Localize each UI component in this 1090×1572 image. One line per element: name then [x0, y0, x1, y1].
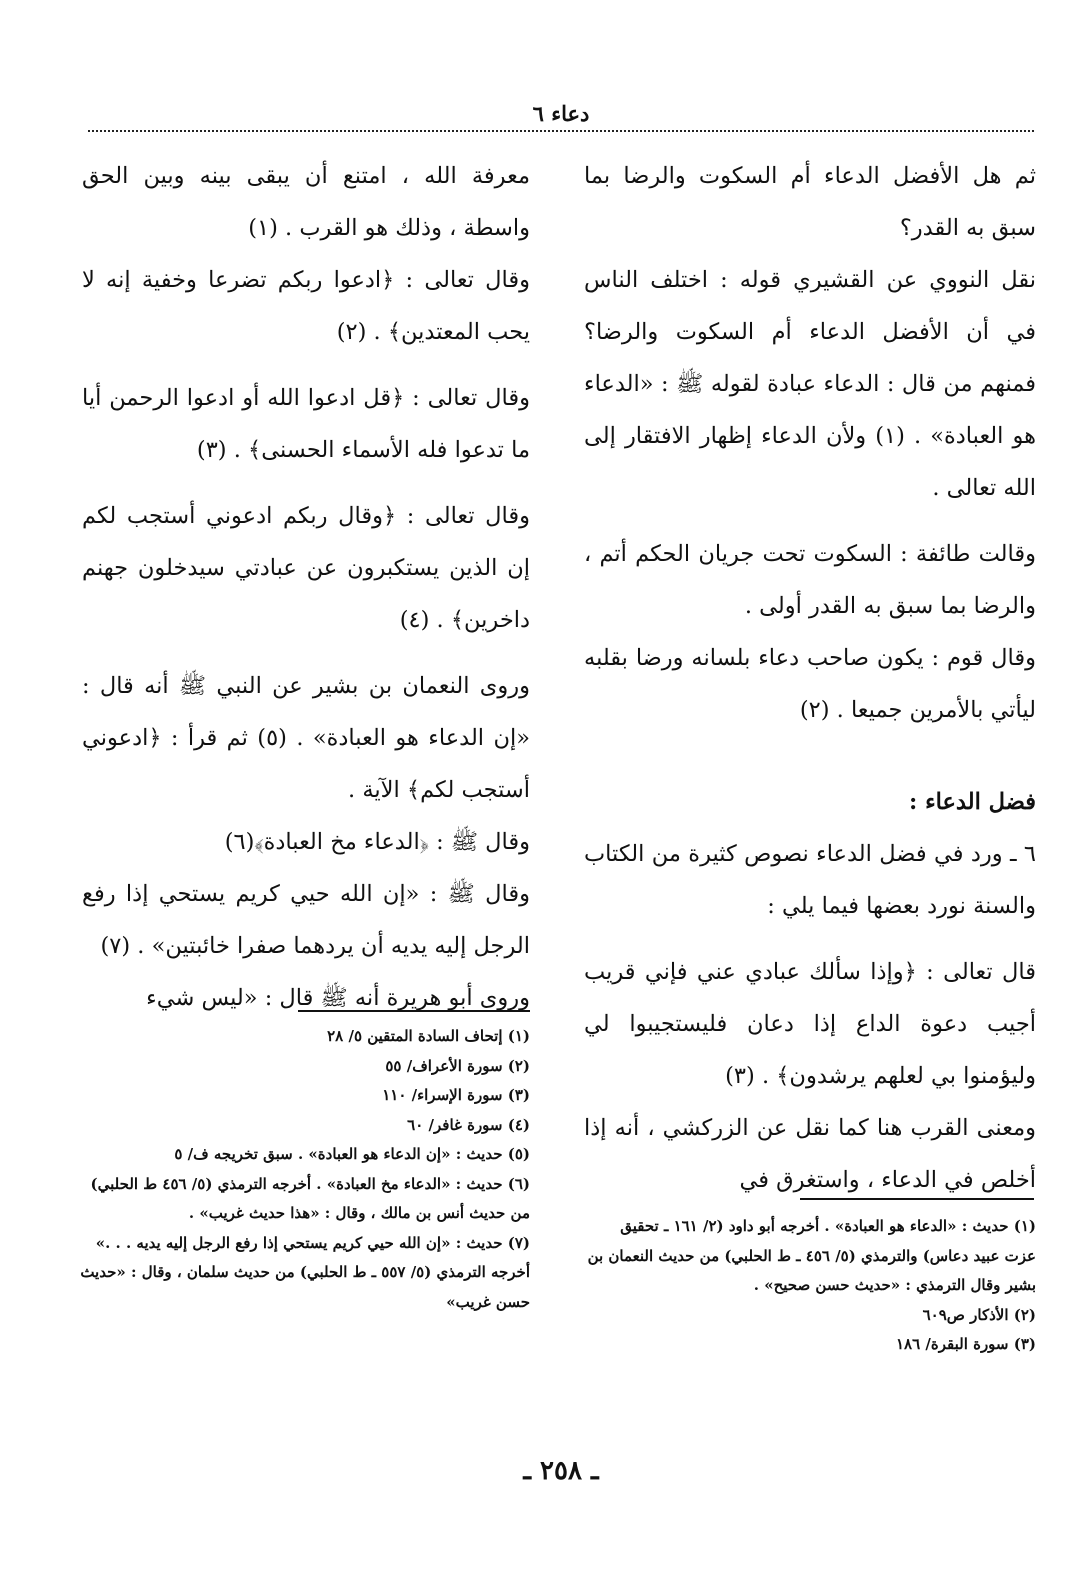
paragraph: وقال ﷺ : «إن الله حيي كريم يستحي إذا رفع الرجل إليه يديه أن يردهما صفرا خائبتين» . (٧): [82, 881, 530, 959]
paragraph: وقالت طائفة : السكوت تحت جريان الحكم أتم ، والرضا بما سبق به القدر أولى .: [584, 541, 1036, 619]
paragraph: معرفة الله ، امتنع أن يبقى بينه وبين الحق واسطة ، وذلك هو القرب . (١): [82, 163, 530, 241]
footnotes-right: [584, 1212, 1036, 1360]
footnote: (٦) حديث : «الدعاء مخ العبادة» . أخرجه الترمذي (٥/ ٤٥٦ ط الحلبي) من حديث أنس بن مالك ، وقال : «هذا حديث غريب» .: [90, 1174, 530, 1222]
paragraph: وقال ﷺ : ﴿الدعاء مخ العبادة﴾(٦): [224, 829, 530, 855]
paragraph: وقال قوم : يكون صاحب دعاء بلسانه ورضا بقلبه ليأتي بالأمرين جميعا . (٢): [584, 645, 1036, 723]
running-header: دعاء ٦: [532, 101, 590, 126]
paragraph: وروى النعمان بن بشير عن النبي ﷺ أنه قال : «إن الدعاء هو العبادة» . (٥) ثم قرأ : ﴿ادعوني أستجب لكم﴾ الآية .: [82, 673, 530, 803]
page-number: ـ ٢٥٨ ـ: [523, 1456, 599, 1486]
footnote: (٢) الأذكار ص٦٠٩: [922, 1305, 1036, 1324]
paragraph: قال تعالى : ﴿وإذا سألك عبادي عني فإني قريب أجيب دعوة الداع إذا دعان فليستجيبوا لي وليؤمنوا بي لعلهم يرشدون﴾ . (٣): [584, 959, 1036, 1089]
header-dotted-rule: [88, 130, 1034, 132]
section-heading: فضل الدعاء :: [908, 789, 1036, 815]
footnote: (٥) حديث : «إن الدعاء هو العبادة» . سبق تخريجه ف/ ٥: [174, 1145, 530, 1163]
paragraph: وقال تعالى : ﴿قل ادعوا الله أو ادعوا الرحمن أيا ما تدعوا فله الأسماء الحسنى﴾ . (٣): [82, 385, 530, 463]
footnote: (٣) سورة البقرة/ ١٨٦: [896, 1335, 1036, 1353]
footnote: (٤) سورة غافر/ ٦٠: [407, 1115, 530, 1134]
paragraph: وقال تعالى : ﴿وقال ربكم ادعوني أستجب لكم إن الذين يستكبرون عن عبادتي سيدخلون جهنم داخرين﴾ . (٤): [82, 503, 530, 633]
paragraph: ومعنى القرب هنا كما نقل عن الزركشي ، أنه إذا أخلص في الدعاء ، واستغرق في: [584, 1115, 1036, 1193]
right-column: [584, 150, 1036, 1206]
footnote: (٧) حديث : «إن الله حيي كريم يستحي إذا رفع الرجل إليه يديه . . .» أخرجه الترمذي (٥/ ٥٥٧ ـ ط الحلبي) من حديث سلمان ، وقال : «حديث حسن غريب»: [80, 1233, 530, 1311]
footnote: (٢) سورة الأعراف/ ٥٥: [385, 1056, 530, 1075]
paragraph: ٦ ـ ورد في فضل الدعاء نصوص كثيرة من الكتاب والسنة نورد بعضها فيما يلي :: [584, 841, 1036, 919]
footnote-rule-right: [800, 1198, 1034, 1200]
paragraph: وقال تعالى : ﴿ادعوا ربكم تضرعا وخفية إنه لا يحب المعتدين﴾ . (٢): [82, 267, 530, 345]
paragraph: ثم هل الأفضل الدعاء أم السكوت والرضا بما سبق به القدر؟: [584, 163, 1036, 241]
footnote: (١) إتحاف السادة المتقين ٥/ ٢٨: [327, 1027, 530, 1045]
paragraph: نقل النووي عن القشيري قوله : اختلف الناس في أن الأفضل الدعاء أم السكوت والرضا؟ فمنهم من قال : الدعاء عبادة لقوله ﷺ : «الدعاء هو العبادة» . (١) ولأن الدعاء إظهار الافتقار إلى الله تعالى .: [584, 267, 1036, 501]
footnote: (٣) سورة الإسراء/ ١١٠: [382, 1086, 530, 1104]
footnotes-left: [78, 1022, 530, 1317]
left-column: [82, 150, 530, 1024]
footnote-rule-left: [298, 1010, 530, 1012]
paragraph: وروى أبو هريرة أنه ﷺ قال : «ليس شيء: [146, 985, 530, 1011]
footnote: (١) حديث : «الدعاء هو العبادة» . أخرجه أبو داود (٢/ ١٦١ ـ تحقيق عزت عبيد دعاس) والترمذي (٥/ ٤٥٦ ـ ط الحلبي) من حديث النعمان بن بشير وقال الترمذي : «حديث حسن صحيح» .: [587, 1217, 1036, 1294]
